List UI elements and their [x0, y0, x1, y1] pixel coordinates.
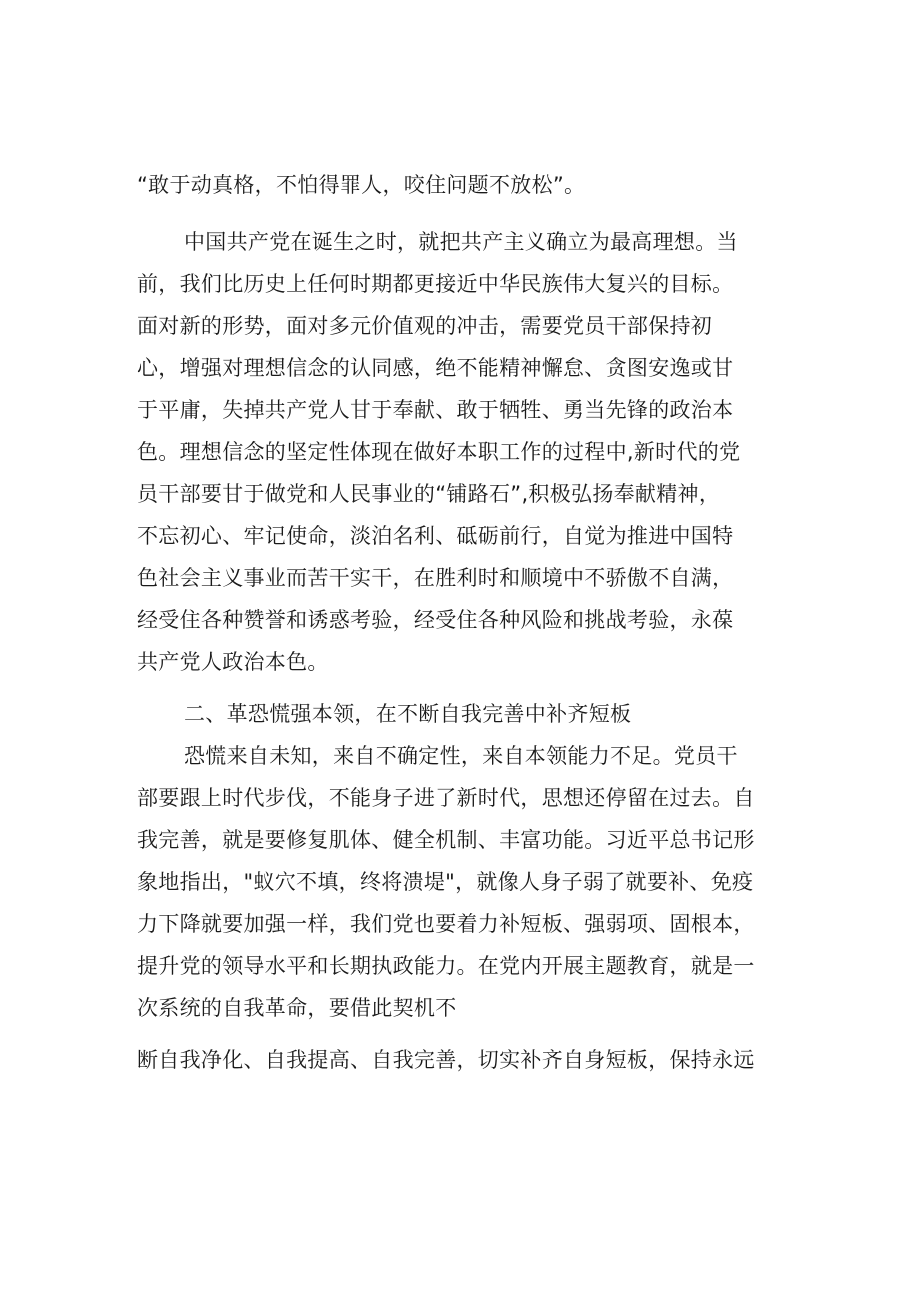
text-line: 不忘初心、牢记使命，淡泊名利、砥砺前行，自觉为推进中国特	[137, 524, 734, 548]
text-line: 部要跟上时代步伐，不能身子进了新时代，思想还停留在过去。自	[137, 786, 755, 810]
text-line: 断自我净化、自我提高、自我完善，切实补齐自身短板，保持永远	[137, 1048, 755, 1072]
text-line: 色社会主义事业而苦干实干，在胜利时和顺境中不骄傲不自满，	[137, 566, 734, 590]
text-line: 经受住各种赞誉和诱惑考验，经受住各种风险和挑战考验，永葆	[137, 608, 734, 632]
text-line: 力下降就要加强一样，我们党也要着力补短板、强弱项、固根本，	[137, 912, 755, 936]
paragraph-first-line: 恐慌来自未知，来自不确定性，来自本领能力不足。党员干	[184, 744, 738, 768]
text-line: 次系统的自我革命，要借此契机不	[137, 996, 457, 1020]
text-line: 于平庸，失掉共产党人甘于奉献、敢于牺牲、勇当先锋的政治本	[137, 398, 734, 422]
paragraph-first-line: 中国共产党在诞生之时，就把共产主义确立为最高理想。当	[184, 230, 738, 254]
text-line: 面对新的形势，面对多元价值观的冲击，需要党员干部保持初	[137, 314, 713, 338]
text-line: 色。理想信念的坚定性体现在做好本职工作的过程中,新时代的党	[137, 440, 741, 464]
text-line: 前，我们比历史上任何时期都更接近中华民族伟大复兴的目标。	[137, 272, 734, 296]
text-line: 员干部要甘于做党和人民事业的“铺路石”,积极弘扬奉献精神，	[137, 482, 721, 506]
text-line: “敢于动真格，不怕得罪人，咬住问题不放松”。	[137, 173, 586, 197]
section-heading: 二、革恐慌强本领，在不断自我完善中补齐短板	[184, 702, 632, 726]
text-line: 象地指出，"蚁穴不填，终将溃堤"，就像人身子弱了就要补、免疫	[137, 870, 754, 894]
text-line: 共产党人政治本色。	[137, 650, 329, 674]
text-line: 心，增强对理想信念的认同感，绝不能精神懈怠、贪图安逸或甘	[137, 356, 734, 380]
text-line: 提升党的领导水平和长期执政能力。在党内开展主题教育，就是一	[137, 954, 755, 978]
text-line: 我完善，就是要修复肌体、健全机制、丰富功能。习近平总书记形	[137, 828, 755, 852]
